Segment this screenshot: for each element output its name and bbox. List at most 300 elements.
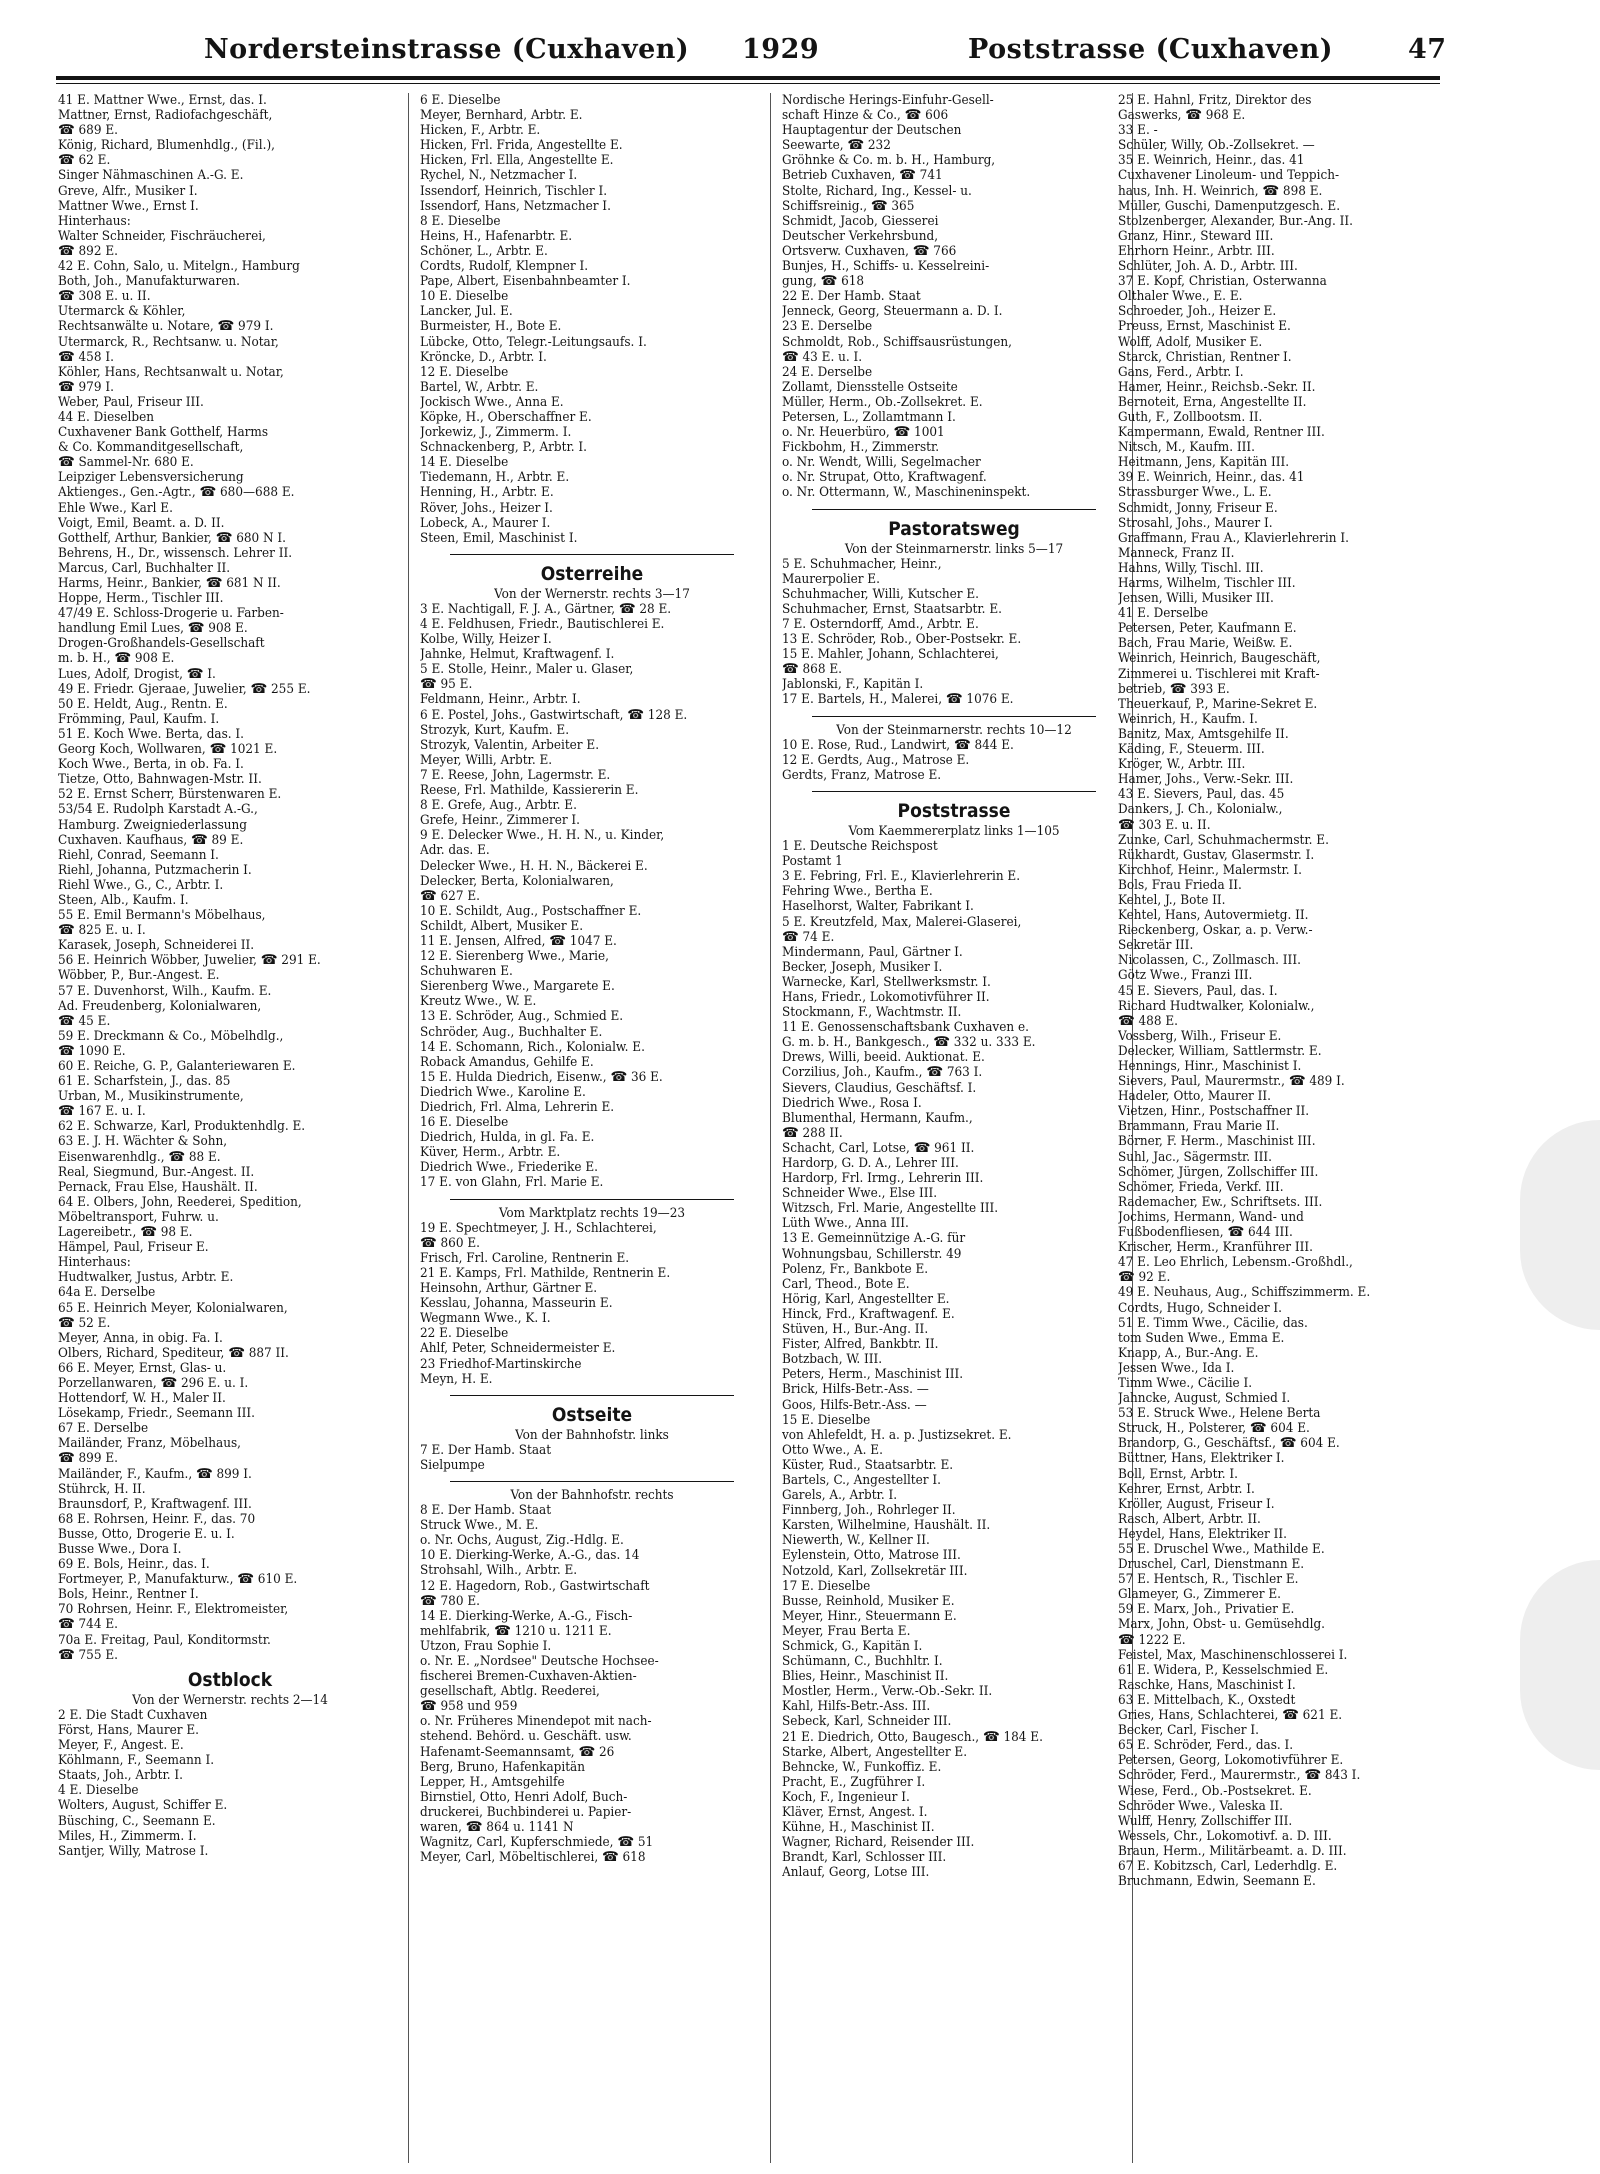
directory-entry: Fickbohm, H., Zimmerstr. — [782, 440, 940, 456]
directory-entry: Gotthelf, Arthur, Bankier, ☎ 680 N I. — [58, 530, 286, 546]
directory-entry: gesellschaft, Abtlg. Reederei, — [420, 1684, 600, 1700]
directory-entry: 66 E. Meyer, Ernst, Glas- u. — [58, 1360, 227, 1376]
page-header — [0, 26, 1600, 76]
section-separator — [450, 1387, 734, 1396]
section-separator — [450, 546, 734, 555]
directory-entry: Schmick, G., Kapitän I. — [782, 1639, 923, 1654]
directory-entry: Diedrich, Hulda, in gl. Fa. E. — [420, 1130, 595, 1146]
directory-entry: Goos, Hilfs-Betr.-Ass. — — [782, 1397, 927, 1413]
directory-entry: ☎ 860 E. — [420, 1235, 480, 1251]
directory-entry: Delecker Wwe., H. H. N., Bäckerei E. — [420, 858, 648, 874]
directory-entry: 10 E. Rose, Rud., Landwirt, ☎ 844 E. — [782, 737, 1014, 753]
directory-entry: Wulff, Henry, Zollschiffer III. — [1118, 1813, 1293, 1829]
directory-entry: Hardorp, Frl. Irmg., Lehrerin III. — [782, 1171, 984, 1187]
directory-entry: Hörig, Karl, Angestellter E. — [782, 1291, 950, 1307]
directory-entry: Käding, F., Steuerm. III. — [1118, 742, 1265, 758]
directory-entry: Steen, Alb., Kaufm. I. — [58, 892, 189, 908]
directory-entry: Mattner, Ernst, Radiofachgeschäft, — [58, 108, 273, 124]
directory-entry: ☎ 1090 E. — [58, 1043, 126, 1059]
directory-entry: Hicken, Frl. Frida, Angestellte E. — [420, 138, 623, 154]
directory-entry: Suhl, Jac., Sägermstr. III. — [1118, 1149, 1273, 1165]
directory-entry: 17 E. Bartels, H., Malerei, ☎ 1076 E. — [782, 692, 1014, 708]
directory-entry: Karsten, Wilhelmine, Haushält. II. — [782, 1518, 991, 1534]
directory-entry: Bartels, C., Angestellter I. — [782, 1472, 941, 1488]
directory-entry: Bruchmann, Edwin, Seemann E. — [1118, 1874, 1316, 1890]
street-range-note: Vom Kaemmererplatz links 1—105 — [848, 823, 1060, 839]
directory-entry: 55 E. Emil Bermann's Möbelhaus, — [58, 908, 266, 924]
directory-entry: Schmoldt, Rob., Schiffsausrüstungen, — [782, 334, 1012, 350]
directory-entry: Gans, Ferd., Arbtr. I. — [1118, 364, 1244, 380]
header-year: 1929 — [742, 34, 820, 65]
directory-entry: Busse, Reinhold, Musiker E. — [782, 1593, 955, 1609]
directory-entry: Kesslau, Johanna, Masseurin E. — [420, 1296, 613, 1312]
directory-entry: Büsching, C., Seemann E. — [58, 1813, 216, 1829]
directory-entry: o. Nr. Früheres Minendepot mit nach- — [420, 1714, 652, 1730]
directory-entry: 14 E. Dierking-Werke, A.-G., Fisch- — [420, 1608, 633, 1624]
directory-entry: Stolte, Richard, Ing., Kessel- u. — [782, 183, 972, 199]
directory-entry: 1 E. Deutsche Reichspost — [782, 839, 938, 855]
directory-entry: 64a E. Derselbe — [58, 1285, 156, 1301]
directory-entry: Hamer, Johs., Verw.-Sekr. III. — [1118, 772, 1294, 788]
directory-entry: Fehring Wwe., Bertha E. — [782, 884, 933, 900]
directory-entry: Koch Wwe., Berta, in ob. Fa. I. — [58, 757, 244, 773]
directory-entry: Vietzen, Hinr., Postschaffner II. — [1118, 1104, 1310, 1120]
street-heading: Poststrasse — [897, 799, 1011, 822]
directory-entry: ☎ 755 E. — [58, 1647, 118, 1663]
directory-entry: 14 E. Dieselbe — [420, 455, 509, 471]
directory-entry: Hamer, Heinr., Reichsb.-Sekr. II. — [1118, 379, 1316, 395]
directory-entry: Wessels, Chr., Lokomotivf. a. D. III. — [1118, 1828, 1332, 1844]
directory-entry: Behrens, H., Dr., wissensch. Lehrer II. — [58, 545, 293, 561]
directory-entry: Wiese, Ferd., Ob.-Postsekret. E. — [1118, 1783, 1312, 1799]
directory-entry: Frisch, Frl. Caroline, Rentnerin E. — [420, 1250, 630, 1266]
directory-entry: Marcus, Carl, Buchhalter II. — [58, 560, 231, 576]
directory-entry: Hudtwalker, Justus, Arbtr. E. — [58, 1270, 234, 1286]
directory-entry: Kröger, W., Arbtr. III. — [1118, 757, 1246, 773]
directory-entry: 56 E. Heinrich Wöbber, Juwelier, ☎ 291 E. — [58, 953, 321, 969]
directory-entry: Granz, Hinr., Steward III. — [1118, 228, 1274, 244]
directory-entry: 64 E. Olbers, John, Reederei, Spedition, — [58, 1194, 302, 1210]
directory-entry: Rademacher, Ew., Schriftsets. III. — [1118, 1194, 1323, 1210]
directory-entry: Brandt, Karl, Schlosser III. — [782, 1850, 947, 1866]
directory-entry: 61 E. Widera, P., Kesselschmied E. — [1118, 1662, 1329, 1678]
directory-entry: Schröder, Ferd., Maurermstr., ☎ 843 I. — [1118, 1768, 1361, 1784]
directory-entry: 43 E. Sievers, Paul, das. 45 — [1118, 787, 1285, 803]
directory-entry: Both, Joh., Manufakturwaren. — [58, 274, 240, 290]
directory-entry: Strosahl, Johs., Maurer I. — [1118, 515, 1273, 531]
directory-entry: Wegmann Wwe., K. I. — [420, 1311, 551, 1327]
directory-entry: Gerdts, Franz, Matrose E. — [782, 767, 942, 783]
directory-entry: Müller, Herm., Ob.-Zollsekret. E. — [782, 394, 983, 410]
directory-entry: 6 E. Dieselbe — [420, 93, 501, 108]
directory-entry: Kläver, Ernst, Angest. I. — [782, 1805, 928, 1821]
directory-entry: Schroeder, Joh., Heizer E. — [1118, 304, 1277, 320]
directory-entry: Mostler, Herm., Verw.-Ob.-Sekr. II. — [782, 1684, 993, 1700]
column-1 — [58, 93, 402, 1859]
directory-entry: Sievers, Claudius, Geschäftsf. I. — [782, 1080, 977, 1096]
directory-entry: G. m. b. H., Bankgesch., ☎ 332 u. 333 E. — [782, 1035, 1036, 1051]
directory-entry: Berg, Bruno, Hafenkapitän — [420, 1759, 585, 1775]
directory-entry: ☎ 1222 E. — [1118, 1632, 1186, 1648]
directory-entry: Hardorp, G. D. A., Lehrer III. — [782, 1156, 959, 1171]
directory-entry: stehend. Behörd. u. Geschäft. usw. — [420, 1729, 632, 1745]
directory-entry: Timm Wwe., Cäcilie I. — [1118, 1375, 1253, 1391]
directory-entry: Ortsverw. Cuxhaven, ☎ 766 — [782, 243, 957, 259]
directory-entry: Börner, F. Herm., Maschinist III. — [1118, 1134, 1316, 1150]
section-separator — [812, 708, 1096, 717]
directory-entry: Rasch, Albert, Arbtr. II. — [1118, 1511, 1261, 1527]
directory-entry: Graffmann, Frau A., Klavierlehrerin I. — [1118, 530, 1349, 546]
directory-entry: Maurerpolier E. — [782, 571, 880, 587]
directory-entry: Tiedemann, H., Arbtr. E. — [420, 470, 570, 486]
directory-entry: Jessen Wwe., Ida I. — [1118, 1360, 1235, 1376]
directory-entry: waren, ☎ 864 u. 1141 N — [420, 1820, 574, 1836]
directory-entry: Bols, Frau Frieda II. — [1118, 877, 1242, 893]
directory-entry: Heitmann, Jens, Kapitän III. — [1118, 455, 1290, 471]
directory-entry: Schüler, Willy, Ob.-Zollsekret. — — [1118, 138, 1315, 154]
directory-entry: 47 E. Leo Ehrlich, Lebensm.-Großhdl., — [1118, 1255, 1353, 1271]
directory-entry: Druschel, Carl, Dienstmann E. — [1118, 1557, 1305, 1573]
directory-entry: 10 E. Schildt, Aug., Postschaffner E. — [420, 903, 642, 919]
directory-entry: Guth, F., Zollbootsm. II. — [1118, 409, 1263, 425]
directory-entry: Santjer, Willy, Matrose I. — [58, 1843, 209, 1859]
directory-entry: 49 E. Friedr. Gjeraae, Juwelier, ☎ 255 E. — [58, 681, 311, 697]
directory-entry: 65 E. Schröder, Ferd., das. I. — [1118, 1738, 1294, 1754]
directory-entry: Hottendorf, W. H., Maler II. — [58, 1391, 226, 1407]
directory-entry: Warnecke, Karl, Stellwerksmstr. I. — [782, 974, 991, 990]
directory-entry: Reese, Frl. Mathilde, Kassiererin E. — [420, 783, 639, 799]
directory-entry: Frömming, Paul, Kaufm. I. — [58, 711, 220, 727]
directory-entry: handlung Emil Lues, ☎ 908 E. — [58, 621, 248, 637]
directory-entry: Kahl, Hilfs-Betr.-Ass. III. — [782, 1699, 931, 1715]
directory-entry: 69 E. Bols, Heinr., das. I. — [58, 1557, 210, 1573]
directory-entry: Meyer, Frau Berta E. — [782, 1623, 911, 1639]
directory-entry: Koch, F., Ingenieur I. — [782, 1789, 910, 1805]
directory-entry: Fortmeyer, P., Manufakturw., ☎ 610 E. — [58, 1572, 298, 1588]
directory-entry: Greve, Alfr., Musiker I. — [58, 183, 198, 199]
directory-entry: Jockisch Wwe., Anna E. — [420, 394, 564, 410]
directory-entry: Cordts, Rudolf, Klempner I. — [420, 259, 589, 275]
directory-entry: Kampermann, Ewald, Rentner III. — [1118, 425, 1325, 441]
directory-entry: Kolbe, Willy, Heizer I. — [420, 632, 552, 648]
directory-entry: o. Nr. Heuerbüro, ☎ 1001 — [782, 425, 945, 441]
directory-entry: Miles, H., Zimmerm. I. — [58, 1828, 197, 1844]
directory-entry: 17 E. Dieselbe — [782, 1578, 871, 1594]
street-heading: Ostseite — [551, 1403, 633, 1426]
directory-entry: 22 E. Dieselbe — [420, 1326, 509, 1342]
directory-entry: 11 E. Jensen, Alfred, ☎ 1047 E. — [420, 933, 617, 949]
directory-entry: Diedrich Wwe., Friederike E. — [420, 1160, 598, 1176]
directory-entry: Kröncke, D., Arbtr. I. — [420, 349, 547, 365]
directory-entry: Hicken, F., Arbtr. E. — [420, 123, 541, 139]
directory-entry: Krischer, Herm., Kranführer III. — [1118, 1240, 1313, 1256]
directory-entry: Mindermann, Paul, Gärtner I. — [782, 944, 963, 960]
directory-entry: Tietze, Otto, Bahnwagen-Mstr. II. — [58, 772, 262, 788]
directory-entry: ☎ 43 E. u. I. — [782, 349, 863, 365]
directory-entry: 17 E. von Glahn, Frl. Marie E. — [420, 1175, 604, 1191]
directory-entry: Wohnungsbau, Schillerstr. 49 — [782, 1246, 962, 1262]
directory-entry: Rechtsanwälte u. Notare, ☎ 979 I. — [58, 319, 274, 335]
directory-entry: Nicolassen, C., Zollmasch. III. — [1118, 953, 1301, 969]
directory-entry: Raschke, Hans, Maschinist I. — [1118, 1677, 1296, 1693]
directory-entry: Schömer, Jürgen, Zollschiffer III. — [1118, 1164, 1319, 1180]
header-rule — [56, 76, 1440, 80]
directory-entry: Stüven, H., Bur.-Ang. II. — [782, 1322, 929, 1338]
directory-entry: ☎ 95 E. — [420, 677, 473, 693]
directory-entry: Theuerkauf, P., Marine-Sekret E. — [1118, 696, 1318, 712]
header-right-street: Poststrasse (Cuxhaven) — [968, 34, 1334, 65]
directory-entry: Feistel, Max, Maschinenschlosserei I. — [1118, 1647, 1348, 1663]
directory-entry: Olthaler Wwe., E. E. — [1118, 289, 1243, 305]
directory-entry: ☎ 958 und 959 — [420, 1699, 518, 1715]
directory-entry: Porzellanwaren, ☎ 296 E. u. I. — [58, 1375, 249, 1391]
directory-entry: haus, Inh. H. Weinrich, ☎ 898 E. — [1118, 183, 1323, 199]
directory-entry: 4 E. Dieselbe — [58, 1783, 139, 1799]
directory-entry: ☎ 52 E. — [58, 1315, 111, 1331]
directory-entry: Sielpumpe — [420, 1457, 485, 1473]
directory-entry: 42 E. Cohn, Salo, u. Mitelgn., Hamburg — [58, 259, 300, 275]
directory-entry: Weinrich, H., Kaufm. I. — [1118, 711, 1258, 727]
directory-entry: 2 E. Die Stadt Cuxhaven — [58, 1707, 208, 1723]
directory-entry: ☎ 780 E. — [420, 1593, 480, 1609]
directory-entry: Petersen, Peter, Kaufmann E. — [1118, 621, 1297, 637]
directory-entry: 16 E. Dieselbe — [420, 1115, 509, 1131]
directory-entry: 23 Friedhof-Martinskirche — [420, 1356, 582, 1372]
directory-entry: 53/54 E. Rudolph Karstadt A.-G., — [58, 802, 258, 818]
directory-entry: 12 E. Hagedorn, Rob., Gastwirtschaft — [420, 1578, 650, 1594]
section-separator — [450, 1191, 734, 1200]
directory-entry: Staats, Joh., Arbtr. I. — [58, 1768, 183, 1784]
directory-entry: Kreutz Wwe., W. E. — [420, 994, 537, 1010]
directory-entry: 59 E. Marx, Joh., Privatier E. — [1118, 1602, 1295, 1618]
directory-entry: Meyn, H. E. — [420, 1371, 493, 1387]
directory-entry: o. Nr. Strupat, Otto, Kraftwagenf. — [782, 470, 987, 486]
directory-entry: Eylenstein, Otto, Matrose III. — [782, 1548, 961, 1564]
directory-entry: 35 E. Weinrich, Heinr., das. 41 — [1118, 153, 1305, 169]
directory-entry: ☎ 74 E. — [782, 929, 835, 945]
directory-entry: Starck, Christian, Rentner I. — [1118, 349, 1292, 365]
directory-entry: Anlauf, Georg, Lotse III. — [782, 1865, 930, 1881]
directory-entry: Heinsohn, Arthur, Gärtner E. — [420, 1281, 598, 1297]
directory-entry: 5 E. Stolle, Heinr., Maler u. Glaser, — [420, 662, 634, 678]
directory-entry: 5 E. Kreutzfeld, Max, Malerei-Glaserei, — [782, 914, 1022, 930]
directory-entry: Heins, H., Hafenarbtr. E. — [420, 228, 573, 244]
directory-entry: Weinrich, Heinrich, Baugeschäft, — [1118, 651, 1321, 667]
directory-entry: Kühne, H., Maschinist II. — [782, 1820, 935, 1836]
directory-entry: Braun, Herm., Militärbeamt. a. D. III. — [1118, 1843, 1347, 1859]
directory-entry: 3 E. Nachtigall, F. J. A., Gärtner, ☎ 28 E. — [420, 601, 672, 617]
street-range-note: Von der Bahnhofstr. rechts — [510, 1487, 674, 1503]
directory-entry: Gröhnke & Co. m. b. H., Hamburg, — [782, 153, 996, 169]
directory-entry: ☎ 308 E. u. II. — [58, 289, 151, 305]
directory-entry: Strassburger Wwe., L. E. — [1118, 485, 1272, 501]
page-number: 47 — [1408, 34, 1447, 65]
directory-entry: Lancker, Jul. E. — [420, 304, 513, 320]
directory-entry: 50 E. Heldt, Aug., Rentn. E. — [58, 696, 228, 712]
directory-entry: Ehrhorn Heinr., Arbtr. III. — [1118, 243, 1275, 259]
directory-entry: 21 E. Diedrich, Otto, Baugesch., ☎ 184 E. — [782, 1729, 1043, 1745]
directory-entry: 8 E. Grefe, Aug., Arbtr. E. — [420, 798, 577, 814]
directory-entry: Lübcke, Otto, Telegr.-Leitungsaufs. I. — [420, 334, 647, 350]
directory-entry: mehlfabrik, ☎ 1210 u. 1211 E. — [420, 1623, 612, 1639]
directory-entry: Deutscher Verkehrsbund, — [782, 228, 939, 244]
directory-entry: 49 E. Neuhaus, Aug., Schiffszimmerm. E. — [1118, 1285, 1371, 1301]
directory-entry: Meyer, Bernhard, Arbtr. E. — [420, 108, 583, 124]
directory-entry: Sierenberg Wwe., Margarete E. — [420, 979, 615, 995]
directory-entry: Schuhwaren E. — [420, 964, 513, 980]
directory-entry: Grefe, Heinr., Zimmerer I. — [420, 813, 581, 829]
directory-entry: Bach, Frau Marie, Weißw. E. — [1118, 636, 1293, 652]
directory-entry: 7 E. Reese, John, Lagermstr. E. — [420, 767, 611, 783]
directory-entry: 41 E. Derselbe — [1118, 606, 1209, 622]
directory-entry: Bunjes, H., Schiffs- u. Kesselreini- — [782, 259, 990, 275]
directory-entry: Wolters, August, Schiffer E. — [58, 1798, 228, 1814]
directory-entry: Witzsch, Frl. Marie, Angestellte III. — [782, 1201, 999, 1217]
directory-entry: Pape, Albert, Eisenbahnbeamter I. — [420, 274, 631, 290]
directory-entry: Adr. das. E. — [420, 843, 490, 859]
directory-entry: Becker, Joseph, Musiker I. — [782, 959, 943, 975]
directory-entry: 12 E. Sierenberg Wwe., Marie, — [420, 949, 609, 965]
directory-entry: ☎ 892 E. — [58, 243, 118, 259]
directory-entry: 33 E. - — [1118, 123, 1158, 139]
directory-entry: 55 E. Druschel Wwe., Mathilde E. — [1118, 1542, 1325, 1557]
directory-entry: Cordts, Hugo, Schneider I. — [1118, 1300, 1282, 1316]
directory-entry: ☎ 825 E. u. I. — [58, 923, 146, 939]
street-range-note: Von der Bahnhofstr. links — [515, 1427, 669, 1443]
directory-entry: Schneider Wwe., Else III. — [782, 1186, 938, 1202]
directory-entry: Meyer, F., Angest. E. — [58, 1738, 184, 1754]
directory-entry: Postamt 1 — [782, 854, 843, 870]
directory-entry: o. Nr. Ottermann, W., Maschineninspekt. — [782, 485, 1031, 501]
directory-entry: ☎ 288 II. — [782, 1125, 843, 1141]
directory-entry: 12 E. Gerdts, Aug., Matrose E. — [782, 752, 970, 768]
directory-entry: Seewarte, ☎ 232 — [782, 138, 891, 154]
directory-entry: 11 E. Genossenschaftsbank Cuxhaven e. — [782, 1020, 1029, 1036]
directory-entry: 10 E. Dieselbe — [420, 289, 509, 305]
directory-entry: ☎ 62 E. — [58, 153, 111, 169]
street-range-note: Von der Steinmarnerstr. links 5—17 — [844, 541, 1064, 557]
street-range-note: Von der Steinmarnerstr. rechts 10—12 — [836, 722, 1072, 738]
directory-entry: Delecker, Berta, Kolonialwaren, — [420, 873, 614, 889]
street-range-note: Vom Marktplatz rechts 19—23 — [498, 1205, 686, 1221]
directory-entry: Hahns, Willy, Tischl. III. — [1118, 560, 1264, 576]
directory-entry: Heydel, Hans, Elektriker II. — [1118, 1526, 1287, 1542]
directory-entry: Lösekamp, Friedr., Seemann III. — [58, 1406, 255, 1422]
directory-entry: 41 E. Mattner Wwe., Ernst, das. I. — [58, 93, 267, 108]
directory-entry: Kehtel, Hans, Autovermietg. II. — [1118, 908, 1309, 924]
directory-entry: Diedrich, Frl. Alma, Lehrerin E. — [420, 1100, 615, 1115]
directory-entry: Real, Siegmund, Bur.-Angest. II. — [58, 1164, 255, 1180]
directory-entry: Hinterhaus: — [58, 1255, 131, 1271]
directory-entry: 15 E. Mahler, Johann, Schlachterei, — [782, 647, 999, 663]
directory-entry: Strozyk, Valentin, Arbeiter E. — [420, 737, 600, 753]
directory-entry: 47/49 E. Schloss-Drogerie u. Farben- — [58, 606, 284, 622]
directory-entry: Petersen, L., Zollamtmann I. — [782, 409, 956, 425]
directory-entry: Becker, Carl, Fischer I. — [1118, 1723, 1259, 1739]
directory-entry: 13 E. Schröder, Rob., Ober-Postsekr. E. — [782, 632, 1022, 648]
directory-entry: ☎ 979 I. — [58, 379, 114, 395]
header-rule-thin — [56, 83, 1440, 84]
street-heading: Pastoratsweg — [888, 517, 1020, 540]
directory-entry: Rieckenberg, Oskar, a. p. Verw.- — [1118, 923, 1313, 939]
directory-entry: Preuss, Ernst, Maschinist E. — [1118, 319, 1291, 335]
directory-entry: Jorkewiz, J., Zimmerm. I. — [420, 425, 572, 441]
directory-entry: Finnberg, Joh., Rohrleger II. — [782, 1503, 956, 1519]
directory-entry: 67 E. Derselbe — [58, 1421, 149, 1437]
directory-entry: Mailänder, Franz, Möbelhaus, — [58, 1436, 241, 1452]
directory-entry: Rychel, N., Netzmacher I. — [420, 168, 578, 184]
directory-entry: Hennings, Hinr., Maschinist I. — [1118, 1059, 1302, 1074]
directory-entry: 6 E. Postel, Johs., Gastwirtschaft, ☎ 128 E. — [420, 707, 688, 723]
directory-entry: Stührck, H. II. — [58, 1481, 146, 1497]
directory-entry: Sekretär III. — [1118, 938, 1194, 954]
directory-entry: Henning, H., Arbtr. E. — [420, 485, 554, 501]
directory-entry: Braunsdorf, P., Kraftwagenf. III. — [58, 1496, 252, 1512]
directory-entry: Eisenwarenhdlg., ☎ 88 E. — [58, 1149, 221, 1165]
directory-entry: Hans, Friedr., Lokomotivführer II. — [782, 989, 990, 1005]
directory-entry: Harms, Wilhelm, Tischler III. — [1118, 576, 1296, 591]
directory-entry: Manneck, Franz II. — [1118, 545, 1235, 561]
directory-entry: Meyer, Willi, Arbtr. E. — [420, 752, 553, 768]
directory-entry: König, Richard, Blumenhdlg., (Fil.), — [58, 138, 275, 154]
column-2 — [420, 93, 764, 1865]
directory-entry: Utzon, Frau Sophie I. — [420, 1638, 552, 1654]
directory-entry: Brick, Hilfs-Betr.-Ass. — — [782, 1382, 929, 1398]
directory-entry: 61 E. Scharfstein, J., das. 85 — [58, 1074, 231, 1090]
directory-entry: 22 E. Der Hamb. Staat — [782, 289, 921, 305]
directory-entry: Polenz, Fr., Bankbote E. — [782, 1261, 929, 1277]
directory-entry: Gaswerks, ☎ 968 E. — [1118, 108, 1246, 124]
directory-entry: 19 E. Spechtmeyer, J. H., Schlachterei, — [420, 1220, 657, 1236]
directory-entry: ☎ 92 E. — [1118, 1270, 1171, 1286]
directory-entry: 63 E. Mittelbach, K., Oxstedt — [1118, 1692, 1296, 1708]
directory-entry: 62 E. Schwarze, Karl, Produktenhdlg. E. — [58, 1119, 306, 1135]
directory-entry: & Co. Kommanditgesellschaft, — [58, 440, 244, 456]
directory-entry: Roback Amandus, Gehilfe E. — [420, 1054, 594, 1070]
directory-entry: Stockmann, F., Wachtmstr. II. — [782, 1005, 962, 1021]
directory-entry: 51 E. Koch Wwe. Berta, das. I. — [58, 726, 245, 742]
directory-entry: Cuxhaven. Kaufhaus, ☎ 89 E. — [58, 832, 244, 848]
directory-entry: Zollamt, Diensstelle Ostseite — [782, 379, 958, 395]
directory-entry: Meyer, Anna, in obig. Fa. I. — [58, 1330, 223, 1346]
directory-entry: Garels, A., Arbtr. I. — [782, 1488, 898, 1504]
directory-entry: Büttner, Hans, Elektriker I. — [1118, 1451, 1285, 1467]
directory-entry: 63 E. J. H. Wächter & Sohn, — [58, 1134, 228, 1150]
directory-entry: Kehrer, Ernst, Arbtr. I. — [1118, 1481, 1255, 1497]
directory-entry: Wagner, Richard, Reisender III. — [782, 1835, 975, 1851]
directory-entry: Jablonski, F., Kapitän I. — [782, 677, 924, 693]
directory-entry: o. Nr. Ochs, August, Zig.-Hdlg. E. — [420, 1533, 624, 1549]
directory-entry: Utermarck & Köhler, — [58, 304, 186, 320]
directory-entry: Struck Wwe., M. E. — [420, 1518, 539, 1534]
directory-entry: Lues, Adolf, Drogist, ☎ I. — [58, 666, 216, 682]
directory-entry: Rükhardt, Gustav, Glasermstr. I. — [1118, 847, 1315, 863]
directory-entry: 4 E. Feldhusen, Friedr., Bautischlerei E. — [420, 617, 665, 632]
directory-entry: tom Suden Wwe., Emma E. — [1118, 1330, 1285, 1346]
directory-entry: Harms, Heinr., Bankier, ☎ 681 N II. — [58, 576, 281, 591]
directory-entry: Köhler, Hans, Rechtsanwalt u. Notar, — [58, 364, 284, 380]
column-divider — [770, 93, 771, 2163]
directory-entry: Möbeltransport, Fuhrw. u. — [58, 1209, 219, 1225]
directory-entry: ☎ 868 E. — [782, 662, 842, 678]
directory-entry: Köpke, H., Oberschaffner E. — [420, 409, 592, 425]
directory-entry: Blies, Heinr., Maschinist II. — [782, 1669, 949, 1685]
section-separator — [812, 501, 1096, 510]
directory-entry: Schuhmacher, Willi, Kutscher E. — [782, 586, 979, 602]
directory-entry: Wolff, Adolf, Musiker E. — [1118, 334, 1263, 350]
directory-entry: ☎ 488 E. — [1118, 1013, 1178, 1029]
directory-entry: Nitsch, M., Kaufm. III. — [1118, 440, 1255, 456]
